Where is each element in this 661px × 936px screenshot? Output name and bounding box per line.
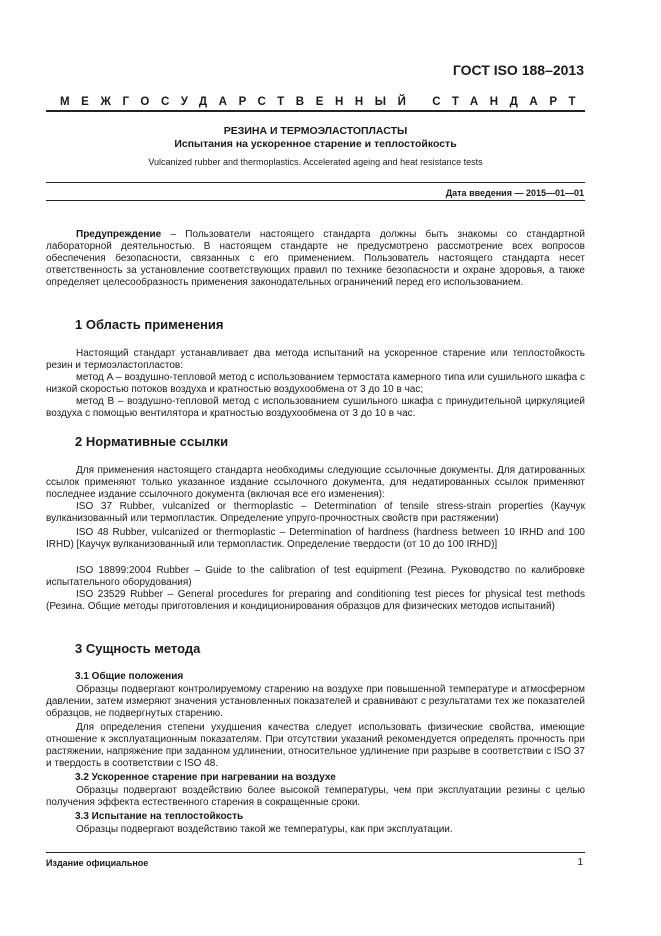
method-a-paragraph: метод А – воздушно-тепловой метод с использованием термостата камерного типа или сушильного шкафа с низкой скоростью потоков воздуха и кратностью воздухообмена от 3 до 10 в час; bbox=[46, 372, 585, 395]
reference-iso-18899: ISO 18899:2004 Rubber – Guide to the calibration of test equipment (Резина. Руководство по калибровке испытательного оборудования) bbox=[46, 565, 585, 588]
page-number: 1 bbox=[577, 857, 583, 868]
subsection-3-1-heading: 3.1 Общие положения bbox=[75, 671, 184, 682]
warning-label: Предупреждение bbox=[76, 229, 162, 240]
introduction-date: Дата введения — 2015—01—01 bbox=[445, 188, 584, 198]
section-1-paragraph: Настоящий стандарт устанавливает два метода испытаний на ускоренное старение или теплостойкость резин и термоэластопластов: bbox=[46, 348, 585, 371]
section-2-paragraph: Для применения настоящего стандарта необходимы следующие ссылочные документы. Для датированных ссылок применяют только указанное издание ссылочного документа, для недатированных ссылок применяют последнее издание ссылочного документа (включая все его изменения): bbox=[46, 465, 585, 500]
date-rule bbox=[46, 200, 585, 201]
title-rule bbox=[46, 182, 585, 183]
subsection-3-3-paragraph: Образцы подвергают воздействию такой же температуры, как при эксплуатации. bbox=[76, 824, 453, 835]
document-subtitle: Испытания на ускоренное старение и теплостойкость bbox=[174, 138, 457, 150]
section-1-heading: 1 Область применения bbox=[75, 317, 224, 332]
subsection-3-2-heading: 3.2 Ускоренное старение при нагревании на воздухе bbox=[75, 772, 336, 783]
standard-number: ГОСТ ISO 188–2013 bbox=[452, 62, 584, 78]
official-edition-label: Издание официальное bbox=[46, 858, 149, 868]
document-title: РЕЗИНА И ТЕРМОЭЛАСТОПЛАСТЫ bbox=[223, 125, 408, 137]
subsection-3-1-paragraph-1: Образцы подвергают контролируемому старению на воздухе при повышенной температуре и атмосферном давлении, затем измеряют значения установленных показателей и сравнивают с результатами тех же показателей образцов, не подвергнутых старению. bbox=[46, 684, 585, 719]
header-rule bbox=[46, 110, 585, 112]
reference-iso-48: ISO 48 Rubber, vulcanized or thermoplastic – Determination of hardness (hardness between 10 IRHD and 100 IRHD) [Каучук вулканизованный или термопластик. Определение твердости (от 10 до 100 IRHD)] bbox=[46, 527, 585, 550]
warning-paragraph bbox=[46, 229, 585, 289]
section-3-heading: 3 Сущность метода bbox=[75, 641, 201, 656]
subsection-3-3-heading: 3.3 Испытание на теплостойкость bbox=[75, 811, 244, 822]
warning-text: – Пользователи настоящего стандарта должны быть знакомы со стандартной лабораторной деятельностью. В настоящем стандарте не предусмотрено рассмотрение всех вопросов обеспечения безопасности, связанных с его применением. Пользователь настоящего стандарта несет ответственность за установление соответствующих правил по технике безопасности и охране здоровья, а также определяет целесообразность применения законодательных ограничений перед его использованием. bbox=[46, 229, 585, 288]
english-title: Vulcanized rubber and thermoplastics. Accelerated ageing and heat resistance tests bbox=[148, 157, 483, 167]
reference-iso-37: ISO 37 Rubber, vulcanized or thermoplastic – Determination of tensile stress-strain properties (Каучук вулканизованный или термопластик. Определение упруго-прочностных свойств при растяжении) bbox=[46, 501, 585, 524]
subsection-3-1-paragraph-2: Для определения степени ухудшения качества следует использовать физические свойства, имеющие отношение к эксплуатационным показателям. При отсутствии указаний рекомендуется определять прочность при растяжении, напряжение при заданном удлинении, относительное удлинение при разрыве в соответствии с ISO 37 и твердость в соответствии с ISO 48. bbox=[46, 722, 585, 769]
method-b-paragraph: метод В – воздушно-тепловой метод с использованием сушильного шкафа с принудительной циркуляцией воздуха с помощью вентилятора и кратностью воздухообмена от 3 до 10 в час. bbox=[46, 396, 585, 419]
interstate-standard-label: МЕЖГОСУДАРСТВЕННЫЙ СТАНДАРТ bbox=[60, 96, 588, 108]
footer-rule bbox=[46, 852, 585, 853]
section-2-heading: 2 Нормативные ссылки bbox=[75, 434, 229, 449]
reference-iso-23529: ISO 23529 Rubber – General procedures for preparing and conditioning test pieces for physical test methods (Резина. Общие методы приготовления и кондиционирования образцов для физических методов испытаний) bbox=[46, 589, 585, 612]
subsection-3-2-paragraph: Образцы подвергают воздействию более высокой температуры, чем при эксплуатации резины с целью получения эффекта естественного старения в сокращенные сроки. bbox=[46, 785, 585, 808]
